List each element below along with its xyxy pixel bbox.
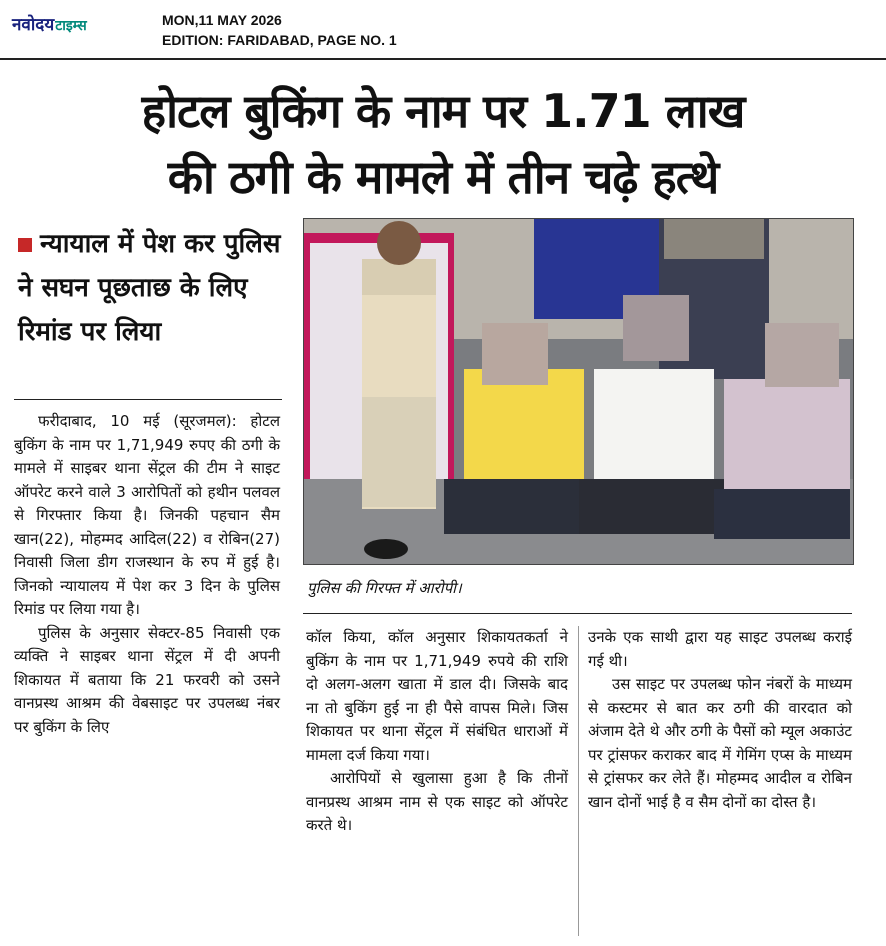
publication-date: MON,11 MAY 2026 bbox=[162, 12, 282, 28]
edition-info bbox=[162, 10, 397, 50]
police-with-accused-photo bbox=[304, 219, 853, 564]
article-paragraph: उनके एक साथी द्वारा यह साइट उपलब्ध कराई गई थी। bbox=[588, 628, 852, 670]
logo-main-text: नवोदय bbox=[12, 15, 55, 35]
subheadline bbox=[18, 222, 288, 354]
headline-line-2: की ठगी के मामले में तीन चढ़े हत्थे bbox=[167, 150, 719, 204]
bullet-square-icon bbox=[18, 238, 32, 252]
newspaper-logo[interactable] bbox=[12, 12, 87, 35]
article-paragraph: पुलिस के अनुसार सेक्टर-85 निवासी एक व्यक्ति ने साइबर थाना सेंट्रल में दी अपनी शिकायत में बताया कि 21 फरवरी को उसने वानप्रस्थ आश्रम की वेबसाइट पर उपलब्ध नंबर पर बुकिंग के लिए bbox=[14, 623, 280, 736]
photo-caption: पुलिस की गिरफ्त में आरोपी। bbox=[307, 579, 462, 597]
news-photo[interactable] bbox=[303, 218, 854, 565]
article-column-1 bbox=[14, 410, 280, 739]
subheadline-text: न्यायाल में पेश कर पुलिस ने सघन पूछताछ के लिए रिमांड पर लिया bbox=[18, 229, 281, 347]
caption-divider bbox=[303, 613, 852, 614]
article-column-3 bbox=[588, 626, 852, 814]
subhead-divider bbox=[14, 399, 282, 400]
article-paragraph: आरोपियों से खुलासा हुआ है कि तीनों वानप्रस्थ आश्रम नाम से एक साइट को ऑपरेट करते थे। bbox=[306, 769, 568, 834]
column-divider bbox=[578, 626, 579, 936]
edition-page: EDITION: FARIDABAD, PAGE NO. 1 bbox=[162, 32, 397, 48]
logo-sub-text: टाइम्स bbox=[55, 18, 87, 34]
masthead bbox=[0, 0, 886, 60]
article-paragraph: कॉल किया, कॉल अनुसार शिकायतकर्ता ने बुकिंग के नाम पर 1,71,949 रुपये की राशि दो अलग-अलग खाता में डाल दी। जिसके बाद ना तो बुकिंग हुई ना ही पैसे वापस मिले। जिस शिकायत पर थाना सेंट्रल में संबंधित धाराओं में मामला दर्ज किया गया। bbox=[306, 628, 568, 764]
article-column-2 bbox=[306, 626, 568, 838]
article-paragraph: उस साइट पर उपलब्ध फोन नंबरों के माध्यम से कस्टमर से बात कर ठगी की वारदात को अंजाम देते थे और ठगी के पैसों को म्यूल अकाउंट पर ट्रांसफर कराकर बाद में गेमिंग एप्स के माध्यम से ट्रांसफर कर लेते हैं। मोहम्मद आदील व रोबिन खान दोनों भाई है व सैम दोनों का दोस्त है। bbox=[588, 675, 852, 811]
headline-line-1: होटल बुकिंग के नाम पर 1.71 लाख bbox=[141, 84, 745, 138]
headline bbox=[8, 78, 878, 210]
article-paragraph: फरीदाबाद, 10 मई (सूरजमल): होटल बुकिंग के नाम पर 1,71,949 रुपए की ठगी के मामले में साइबर थाना सेंट्रल की टीम ने साइट ऑपरेट करने वाले 3 आरोपितों को हथीन पलवल से गिरफ्तार किया है। जिनकी पहचान सैम खान(22), मोहम्मद आदिल(22) व रोबिन(27) निवासी जिला डीग राजस्थान के रुप में हुई है। जिनको न्यायालय में पेश कर 3 दिन के पुलिस रिमांड पर लिया गया है। bbox=[14, 412, 280, 618]
